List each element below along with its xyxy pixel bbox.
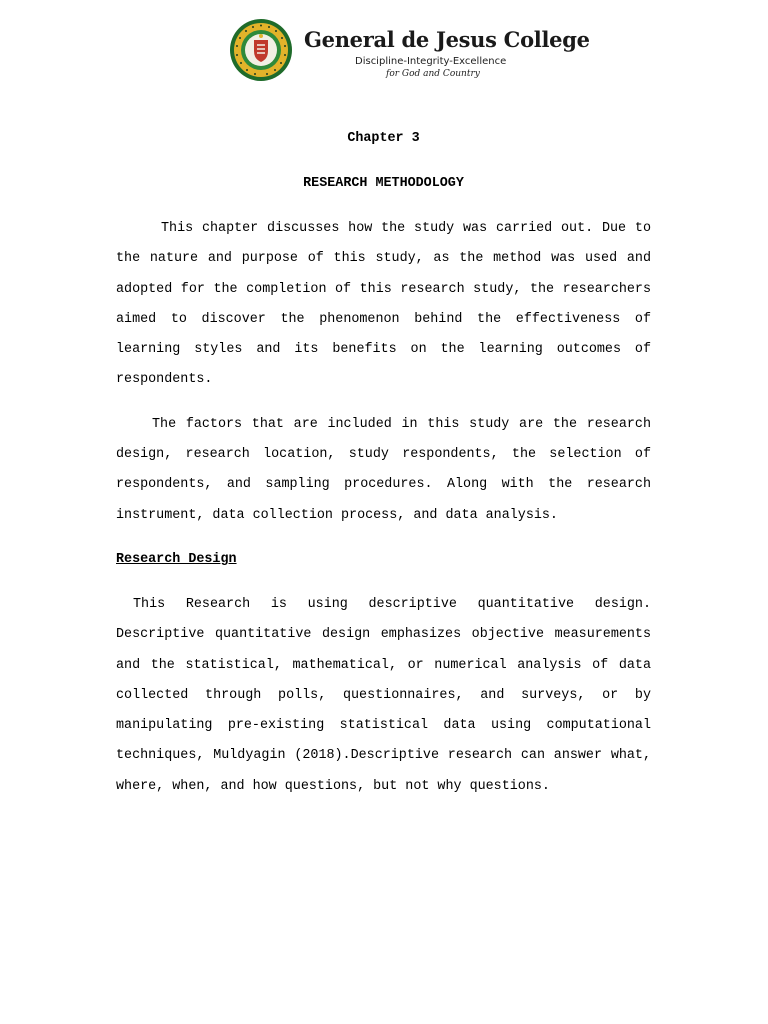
college-tagline: for God and Country — [386, 69, 480, 79]
paragraph-factors: The factors that are included in this study are the research design, research location, study respondents, the selection of respondents, and sampling procedures. Along with the research instrument, data collection process, and data analysis. — [116, 416, 651, 523]
paragraph-intro: This chapter discusses how the study was carried out. Due to the nature and purpose of this study, as the method was used and adopted for the completion of this research study, the researchers aimed to discover the phenomenon behind the effectiveness of learning styles and its benefits on the learning outcomes of respondents. — [116, 221, 651, 388]
paragraph-research-design: This Research is using descriptive quantitative design. Descriptive quantitative design emphasizes objective measurements and the statistical, mathematical, or numerical analysis of data collected through polls, questionnaires, and surveys, or by manipulating pre-existing statistical data using computational techniques, Muldyagin (2018).Descriptive research can answer what, where, when, and how questions, but not why questions. — [116, 596, 651, 794]
chapter-heading: Chapter 3 — [347, 131, 420, 146]
letterhead — [229, 18, 590, 82]
document-body — [116, 124, 651, 802]
college-motto: Discipline-Integrity-Excellence — [355, 56, 507, 67]
section-heading-research-design: Research Design — [116, 551, 237, 567]
chapter-title: RESEARCH METHODOLOGY — [303, 176, 464, 191]
college-name: General de Jesus College — [304, 27, 590, 52]
college-seal-icon — [229, 18, 293, 82]
